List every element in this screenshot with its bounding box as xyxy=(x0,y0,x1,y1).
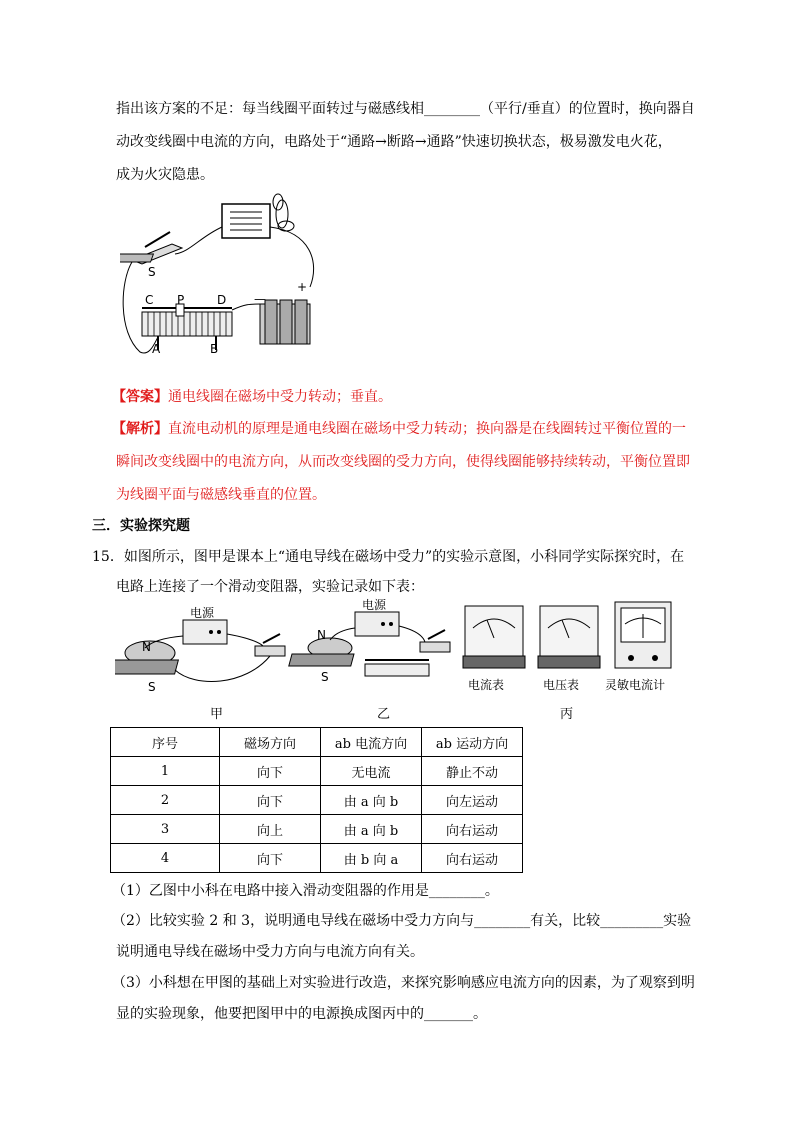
caption-jia: 甲 xyxy=(210,707,224,722)
table-cell: 由 b 向 a xyxy=(321,844,422,873)
analysis-text: 直流电动机的原理是通电线圈在磁场中受力转动；换向器是在线圈转过平衡位置的一 xyxy=(168,421,686,437)
question-line: 电路上连接了一个滑动变阻器，实验记录如下表： xyxy=(116,579,424,595)
paragraph-line: 成为火灾隐患。 xyxy=(116,167,214,183)
paragraph-line: 指出该方案的不足：每当线圈平面转过与磁感线相________（平行/垂直）的位置时，换向器自 xyxy=(116,101,695,117)
table-row xyxy=(111,815,523,844)
label-d: D xyxy=(217,293,227,307)
label-s: S xyxy=(148,265,156,279)
subquestion-line: （1）乙图中小科在电路中接入滑动变阻器的作用是________。 xyxy=(112,883,499,899)
table-cell: 静止不动 xyxy=(422,757,523,786)
label-power-jia: 电源 xyxy=(190,606,215,620)
table-header-row xyxy=(111,728,523,757)
table-cell: 向左运动 xyxy=(422,786,523,815)
label-n-yi: N xyxy=(317,628,326,642)
answer-line xyxy=(112,386,392,406)
analysis-line xyxy=(112,418,686,438)
table-cell: 4 xyxy=(111,844,220,873)
table-cell: 1 xyxy=(111,757,220,786)
table-cell: 由 a 向 b xyxy=(321,786,422,815)
motor-circuit-figure xyxy=(120,192,350,367)
section-heading: 三．实验探究题 xyxy=(92,518,190,534)
analysis-line: 为线圈平面与磁感线垂直的位置。 xyxy=(116,487,326,503)
label-voltmeter: 电压表 xyxy=(543,678,580,692)
label-ammeter: 电流表 xyxy=(468,678,505,692)
label-power-yi: 电源 xyxy=(362,598,387,612)
table-row xyxy=(111,844,523,873)
table-cell: 向下 xyxy=(220,757,321,786)
table-cell: 2 xyxy=(111,786,220,815)
table-cell: 由 a 向 b xyxy=(321,815,422,844)
table-row xyxy=(111,786,523,815)
label-b: B xyxy=(210,342,219,356)
caption-bing: 丙 xyxy=(560,707,574,722)
answer-tag: 【答案】 xyxy=(112,389,168,405)
answer-text: 通电线圈在磁场中受力转动；垂直。 xyxy=(168,389,392,405)
label-s-jia: S xyxy=(148,680,156,694)
analysis-tag: 【解析】 xyxy=(112,421,168,437)
table-header-cell: 磁场方向 xyxy=(220,728,321,757)
table-header-cell: ab 运动方向 xyxy=(422,728,523,757)
analysis-line: 瞬间改变线圈中的电流方向，从而改变线圈的受力方向，使得线圈能够持续转动，平衡位置即 xyxy=(116,454,690,470)
table-cell: 无电流 xyxy=(321,757,422,786)
table-cell: 3 xyxy=(111,815,220,844)
subquestion-line: （3）小科想在甲图的基础上对实验进行改造，来探究影响感应电流方向的因素，为了观察到明 xyxy=(112,975,695,991)
label-a: A xyxy=(152,342,161,356)
table-cell: 向下 xyxy=(220,786,321,815)
table-cell: 向右运动 xyxy=(422,815,523,844)
table-header-cell: ab 电流方向 xyxy=(321,728,422,757)
table-cell: 向上 xyxy=(220,815,321,844)
table-cell: 向下 xyxy=(220,844,321,873)
label-s-yi: S xyxy=(321,670,329,684)
question-line: 15．如图所示，图甲是课本上“通电导线在磁场中受力”的实验示意图，小科同学实际探究时，在 xyxy=(92,549,685,565)
table-cell: 向右运动 xyxy=(422,844,523,873)
paragraph-line: 动改变线圈中电流的方向，电路处于“通路→断路→通路”快速切换状态，极易激发电火花， xyxy=(116,134,672,150)
label-c: C xyxy=(145,293,154,307)
table-row xyxy=(111,757,523,786)
label-plus: + xyxy=(297,280,308,294)
label-n-jia: N xyxy=(142,640,151,654)
label-galvanometer: 灵敏电流计 xyxy=(605,678,666,692)
subquestion-line: 说明通电导线在磁场中受力方向与电流方向有关。 xyxy=(116,944,424,960)
experiment-table xyxy=(110,727,523,873)
subquestion-line: （2）比较实验 2 和 3，说明通电导线在磁场中受力方向与________有关，比较_________实验 xyxy=(112,913,692,929)
table-header-cell: 序号 xyxy=(111,728,220,757)
label-p: P xyxy=(177,293,185,307)
caption-yi: 乙 xyxy=(377,707,391,722)
subquestion-line: 显的实验现象，他要把图甲中的电源换成图丙中的_______。 xyxy=(116,1006,487,1022)
label-minus: — xyxy=(254,292,266,306)
